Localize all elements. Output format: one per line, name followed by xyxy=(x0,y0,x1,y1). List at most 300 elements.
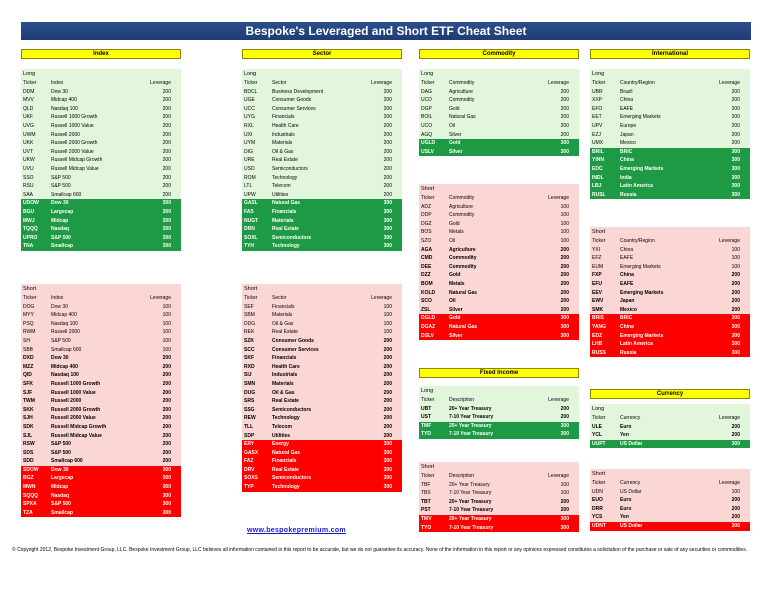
etf-leverage: 200 xyxy=(383,415,392,422)
etf-ticker: TYH xyxy=(244,243,254,250)
etf-row[interactable] xyxy=(21,457,181,466)
etf-row[interactable] xyxy=(590,174,750,183)
etf-leverage: 100 xyxy=(162,320,171,327)
etf-name: China xyxy=(620,246,634,253)
etf-row[interactable] xyxy=(242,105,402,114)
etf-row[interactable] xyxy=(242,389,402,398)
etf-row[interactable] xyxy=(21,363,181,372)
etf-row[interactable] xyxy=(242,217,402,226)
etf-ticker: YXI xyxy=(592,246,601,253)
etf-ticker: RSU xyxy=(23,183,34,190)
etf-row[interactable] xyxy=(590,105,750,114)
etf-row[interactable] xyxy=(590,113,750,122)
etf-ticker: PST xyxy=(421,507,431,514)
index-header: Index xyxy=(21,49,181,59)
etf-row[interactable] xyxy=(21,423,181,432)
etf-ticker: XXP xyxy=(592,97,603,104)
etf-row[interactable] xyxy=(419,105,579,114)
etf-ticker: EDC xyxy=(592,165,603,172)
etf-row[interactable] xyxy=(419,122,579,131)
etf-ticker: ADZ xyxy=(421,203,431,210)
etf-row[interactable] xyxy=(21,122,181,131)
etf-ticker: UWM xyxy=(23,131,36,138)
etf-row[interactable] xyxy=(21,492,181,501)
etf-name: Latin America xyxy=(620,341,653,348)
etf-row[interactable] xyxy=(590,263,750,272)
etf-row[interactable] xyxy=(21,182,181,191)
etf-row[interactable] xyxy=(21,432,181,441)
etf-row[interactable] xyxy=(242,474,402,483)
etf-row[interactable] xyxy=(419,131,579,140)
etf-row[interactable] xyxy=(590,505,750,514)
etf-row[interactable] xyxy=(242,363,402,372)
etf-leverage: 300 xyxy=(383,200,392,207)
etf-row[interactable] xyxy=(21,165,181,174)
etf-row[interactable] xyxy=(419,430,579,439)
etf-leverage: 300 xyxy=(731,165,740,172)
etf-ticker: UGE xyxy=(244,97,255,104)
etf-row[interactable] xyxy=(242,122,402,131)
etf-leverage: 200 xyxy=(383,165,392,172)
etf-leverage: 300 xyxy=(383,441,392,448)
etf-row[interactable] xyxy=(590,139,750,148)
etf-leverage: 300 xyxy=(383,484,392,491)
etf-leverage: 200 xyxy=(162,398,171,405)
etf-row[interactable] xyxy=(242,414,402,423)
leverage-column-header: Leverage xyxy=(150,295,171,301)
etf-leverage: 300 xyxy=(162,492,171,499)
etf-row[interactable] xyxy=(242,440,402,449)
etf-name: Oil xyxy=(449,298,456,305)
etf-row[interactable] xyxy=(419,220,579,229)
etf-leverage: 300 xyxy=(162,466,171,473)
etf-row[interactable] xyxy=(590,88,750,97)
etf-ticker: TQQQ xyxy=(23,226,38,233)
etf-row[interactable] xyxy=(419,314,579,323)
etf-row[interactable] xyxy=(21,406,181,415)
etf-row[interactable] xyxy=(21,208,181,217)
etf-row[interactable] xyxy=(590,122,750,131)
etf-ticker: DGLD xyxy=(421,315,436,322)
etf-row[interactable] xyxy=(590,440,750,449)
etf-row[interactable] xyxy=(590,254,750,263)
etf-row[interactable] xyxy=(590,423,750,432)
etf-row[interactable] xyxy=(419,332,579,341)
etf-row[interactable] xyxy=(21,311,181,320)
etf-row[interactable] xyxy=(419,323,579,332)
etf-name: Largecap xyxy=(51,475,74,482)
etf-leverage: 200 xyxy=(731,423,740,430)
leverage-column-header: Leverage xyxy=(371,80,392,86)
etf-row[interactable] xyxy=(242,457,402,466)
etf-ticker: DZZ xyxy=(421,272,431,279)
etf-ticker: SPXA xyxy=(23,501,37,508)
ticker-column-header: Ticker xyxy=(592,80,606,86)
etf-name: Consumer Goods xyxy=(272,97,312,104)
etf-row[interactable] xyxy=(419,515,579,524)
etf-row[interactable] xyxy=(242,303,402,312)
etf-leverage: 300 xyxy=(731,191,740,198)
etf-row[interactable] xyxy=(590,340,750,349)
etf-name: Emerging Markets xyxy=(620,289,664,296)
etf-ticker: UBR xyxy=(592,88,603,95)
etf-row[interactable] xyxy=(21,191,181,200)
etf-leverage: 200 xyxy=(383,157,392,164)
etf-name: Emerging Markets xyxy=(620,263,661,270)
etf-row[interactable] xyxy=(242,311,402,320)
etf-row[interactable] xyxy=(590,165,750,174)
etf-row[interactable] xyxy=(21,380,181,389)
etf-row[interactable] xyxy=(242,397,402,406)
etf-name: Health Care xyxy=(272,363,300,370)
etf-leverage: 200 xyxy=(162,191,171,198)
etf-row[interactable] xyxy=(590,513,750,522)
etf-leverage: 300 xyxy=(731,183,740,190)
etf-name: 20+ Year Treasury xyxy=(449,498,492,505)
etf-name: Gold xyxy=(449,315,461,322)
etf-row[interactable] xyxy=(242,483,402,492)
etf-ticker: ZSL xyxy=(421,306,431,313)
etf-row[interactable] xyxy=(242,96,402,105)
etf-row[interactable] xyxy=(242,156,402,165)
etf-name: Silver xyxy=(449,332,463,339)
etf-row[interactable] xyxy=(242,174,402,183)
column-headers xyxy=(21,79,181,88)
etf-row[interactable] xyxy=(590,349,750,358)
etf-row[interactable] xyxy=(590,314,750,323)
etf-leverage: 300 xyxy=(162,217,171,224)
etf-name: Financials xyxy=(272,303,295,310)
ticker-column-header: Ticker xyxy=(421,195,435,201)
etf-name: EAFE xyxy=(620,105,634,112)
etf-ticker: MVV xyxy=(23,97,34,104)
section-label: Short xyxy=(592,229,606,235)
etf-row[interactable] xyxy=(590,332,750,341)
etf-row[interactable] xyxy=(21,509,181,518)
etf-row[interactable] xyxy=(419,481,579,490)
ticker-column-header: Ticker xyxy=(23,80,37,86)
column-headers xyxy=(21,294,181,303)
etf-row[interactable] xyxy=(590,191,750,200)
etf-name: Euro xyxy=(620,423,632,430)
etf-ticker: UDNT xyxy=(592,522,606,529)
etf-row[interactable] xyxy=(419,489,579,498)
etf-row[interactable] xyxy=(419,96,579,105)
etf-row[interactable] xyxy=(21,242,181,251)
etf-row[interactable] xyxy=(419,211,579,220)
etf-leverage: 200 xyxy=(560,88,569,95)
etf-leverage: 200 xyxy=(731,306,740,313)
etf-row[interactable] xyxy=(242,199,402,208)
etf-row[interactable] xyxy=(590,488,750,497)
etf-leverage: 200 xyxy=(731,505,740,512)
etf-name: US Dollar xyxy=(620,440,643,447)
etf-ticker: RUSS xyxy=(592,349,606,356)
etf-name: Energy xyxy=(272,441,289,448)
etf-leverage: 300 xyxy=(383,217,392,224)
etf-leverage: 300 xyxy=(731,332,740,339)
etf-row[interactable] xyxy=(242,182,402,191)
etf-name: Nasdaq 100 xyxy=(51,320,78,327)
etf-ticker: TMV xyxy=(421,515,432,522)
etf-row[interactable] xyxy=(419,306,579,315)
etf-row[interactable] xyxy=(590,271,750,280)
etf-row[interactable] xyxy=(21,105,181,114)
etf-row[interactable] xyxy=(21,303,181,312)
name-column-header: Sector xyxy=(272,295,287,301)
etf-row[interactable] xyxy=(21,337,181,346)
etf-name: Health Care xyxy=(272,122,299,129)
etf-ticker: DGAZ xyxy=(421,323,436,330)
etf-name: Natural Gas xyxy=(272,200,301,207)
etf-leverage: 200 xyxy=(162,406,171,413)
etf-name: Dow 30 xyxy=(51,466,69,473)
etf-row[interactable] xyxy=(419,405,579,414)
etf-name: 20+ Year Treasury xyxy=(449,405,492,412)
etf-name: US Dollar xyxy=(620,522,643,529)
etf-row[interactable] xyxy=(21,440,181,449)
etf-row[interactable] xyxy=(419,498,579,507)
etf-ticker: BOIL xyxy=(421,114,433,121)
etf-row[interactable] xyxy=(242,165,402,174)
name-column-header: Currency xyxy=(620,480,641,486)
etf-name: Oil & Gas xyxy=(272,389,295,396)
etf-ticker: SKK xyxy=(23,406,34,413)
etf-row[interactable] xyxy=(419,422,579,431)
etf-row[interactable] xyxy=(21,466,181,475)
etf-row[interactable] xyxy=(21,328,181,337)
etf-row[interactable] xyxy=(242,320,402,329)
etf-leverage: 300 xyxy=(731,148,740,155)
ticker-column-header: Ticker xyxy=(592,480,606,486)
etf-row[interactable] xyxy=(419,237,579,246)
etf-name: Midcap xyxy=(51,217,69,224)
etf-leverage: 200 xyxy=(383,432,392,439)
etf-ticker: UYM xyxy=(244,140,256,147)
etf-leverage: 300 xyxy=(731,522,740,529)
etf-leverage: 200 xyxy=(731,289,740,296)
etf-ticker: SDS xyxy=(23,449,34,456)
etf-leverage: 200 xyxy=(560,122,569,129)
etf-row[interactable] xyxy=(590,522,750,531)
etf-row[interactable] xyxy=(590,246,750,255)
etf-row[interactable] xyxy=(21,225,181,234)
etf-row[interactable] xyxy=(590,148,750,157)
etf-row[interactable] xyxy=(21,199,181,208)
etf-row[interactable] xyxy=(590,323,750,332)
etf-row[interactable] xyxy=(242,131,402,140)
etf-row[interactable] xyxy=(419,413,579,422)
etf-row[interactable] xyxy=(242,449,402,458)
etf-name: Russia xyxy=(620,191,637,198)
etf-row[interactable] xyxy=(21,156,181,165)
etf-row[interactable] xyxy=(419,289,579,298)
etf-row[interactable] xyxy=(21,320,181,329)
etf-ticker: UMX xyxy=(592,140,604,147)
etf-row[interactable] xyxy=(21,389,181,398)
etf-row[interactable] xyxy=(242,234,402,243)
column-headers xyxy=(242,79,402,88)
etf-row[interactable] xyxy=(21,371,181,380)
etf-row[interactable] xyxy=(419,203,579,212)
etf-row[interactable] xyxy=(21,414,181,423)
etf-row[interactable] xyxy=(419,88,579,97)
etf-row[interactable] xyxy=(242,242,402,251)
etf-row[interactable] xyxy=(419,113,579,122)
etf-ticker: YCL xyxy=(592,432,602,439)
etf-name: S&P 500 xyxy=(51,174,71,181)
etf-leverage: 200 xyxy=(560,507,569,514)
etf-row[interactable] xyxy=(590,306,750,315)
etf-row[interactable] xyxy=(590,289,750,298)
name-column-header: Commodity xyxy=(449,195,475,201)
etf-ticker: LBJ xyxy=(592,183,602,190)
etf-ticker: TZA xyxy=(23,509,33,516)
etf-name: Gold xyxy=(449,105,460,112)
etf-name: Technology xyxy=(272,243,300,250)
etf-row[interactable] xyxy=(21,483,181,492)
etf-leverage: 300 xyxy=(383,458,392,465)
etf-leverage: 200 xyxy=(162,423,171,430)
etf-row[interactable] xyxy=(242,466,402,475)
etf-row[interactable] xyxy=(242,113,402,122)
etf-row[interactable] xyxy=(21,148,181,157)
etf-row[interactable] xyxy=(419,524,579,533)
etf-row[interactable] xyxy=(242,88,402,97)
etf-row[interactable] xyxy=(21,354,181,363)
etf-row[interactable] xyxy=(21,174,181,183)
etf-row[interactable] xyxy=(21,88,181,97)
etf-leverage: 200 xyxy=(560,272,569,279)
etf-row[interactable] xyxy=(419,254,579,263)
etf-row[interactable] xyxy=(242,432,402,441)
etf-row[interactable] xyxy=(242,380,402,389)
etf-row[interactable] xyxy=(21,139,181,148)
etf-leverage: 100 xyxy=(383,329,392,336)
etf-ticker: DRN xyxy=(244,226,255,233)
ticker-column-header: Ticker xyxy=(421,473,435,479)
etf-row[interactable] xyxy=(242,371,402,380)
etf-row[interactable] xyxy=(590,156,750,165)
etf-ticker: BOM xyxy=(421,280,433,287)
etf-row[interactable] xyxy=(21,474,181,483)
ticker-column-header: Ticker xyxy=(421,80,435,86)
commodity-header: Commodity xyxy=(419,49,579,59)
etf-row[interactable] xyxy=(242,406,402,415)
etf-leverage: 200 xyxy=(162,174,171,181)
etf-row[interactable] xyxy=(21,234,181,243)
bespoke-website-link[interactable]: www.bespokepremium.com xyxy=(247,527,346,534)
etf-row[interactable] xyxy=(590,431,750,440)
etf-leverage: 200 xyxy=(383,355,392,362)
etf-row[interactable] xyxy=(21,449,181,458)
name-column-header: Sector xyxy=(272,80,287,86)
etf-row[interactable] xyxy=(242,191,402,200)
etf-ticker: UPV xyxy=(592,122,603,129)
etf-name: S&P 500 xyxy=(51,441,71,448)
etf-row[interactable] xyxy=(242,346,402,355)
etf-ticker: SSO xyxy=(23,174,34,181)
etf-row[interactable] xyxy=(590,96,750,105)
etf-name: Real Estate xyxy=(272,398,299,405)
etf-row[interactable] xyxy=(242,208,402,217)
etf-name: Metals xyxy=(449,229,464,236)
etf-ticker: GASX xyxy=(244,449,259,456)
etf-leverage: 300 xyxy=(731,174,740,181)
etf-row[interactable] xyxy=(419,148,579,157)
etf-row[interactable] xyxy=(419,280,579,289)
etf-leverage: 100 xyxy=(162,329,171,336)
international-header: International xyxy=(590,49,750,59)
etf-row[interactable] xyxy=(21,96,181,105)
etf-row[interactable] xyxy=(590,280,750,289)
etf-row[interactable] xyxy=(419,297,579,306)
etf-name: Smallcap 600 xyxy=(51,191,82,198)
etf-ticker: RUSL xyxy=(592,191,606,198)
etf-row[interactable] xyxy=(242,423,402,432)
etf-row[interactable] xyxy=(419,263,579,272)
etf-row[interactable] xyxy=(242,328,402,337)
etf-ticker: EUO xyxy=(592,497,603,504)
etf-row[interactable] xyxy=(419,246,579,255)
etf-row[interactable] xyxy=(590,131,750,140)
etf-row[interactable] xyxy=(21,113,181,122)
etf-row[interactable] xyxy=(242,337,402,346)
etf-row[interactable] xyxy=(21,397,181,406)
etf-ticker: UCO xyxy=(421,122,433,129)
etf-name: India xyxy=(620,174,632,181)
etf-name: EAFE xyxy=(620,255,634,262)
etf-name: Semiconductors xyxy=(272,406,312,413)
etf-row[interactable] xyxy=(21,500,181,509)
etf-row[interactable] xyxy=(590,496,750,505)
etf-row[interactable] xyxy=(590,297,750,306)
sector-short-section xyxy=(242,284,402,492)
etf-ticker: SOXS xyxy=(244,475,258,482)
etf-row[interactable] xyxy=(419,228,579,237)
sector-long-section xyxy=(242,69,402,251)
etf-name: Financials xyxy=(272,355,297,362)
etf-leverage: 200 xyxy=(162,458,171,465)
leverage-column-header: Leverage xyxy=(548,473,569,479)
etf-row[interactable] xyxy=(242,225,402,234)
etf-leverage: 300 xyxy=(162,501,171,508)
leverage-column-header: Leverage xyxy=(719,238,740,244)
etf-leverage: 200 xyxy=(383,148,392,155)
etf-row[interactable] xyxy=(21,346,181,355)
etf-leverage: 200 xyxy=(383,88,392,95)
etf-ticker: CMD xyxy=(421,255,433,262)
etf-name: Technology xyxy=(272,174,298,181)
etf-row[interactable] xyxy=(242,139,402,148)
etf-row[interactable] xyxy=(419,139,579,148)
etf-name: Russell Midcap Growth xyxy=(51,157,103,164)
etf-leverage: 100 xyxy=(162,346,171,353)
etf-name: Gold xyxy=(449,140,461,147)
etf-leverage: 200 xyxy=(162,97,171,104)
etf-row[interactable] xyxy=(21,131,181,140)
etf-row[interactable] xyxy=(242,148,402,157)
etf-ticker: EEV xyxy=(592,289,603,296)
etf-row[interactable] xyxy=(242,354,402,363)
etf-row[interactable] xyxy=(419,506,579,515)
etf-row[interactable] xyxy=(590,182,750,191)
etf-row[interactable] xyxy=(21,217,181,226)
etf-row[interactable] xyxy=(419,271,579,280)
etf-ticker: UVU xyxy=(23,165,34,172)
etf-name: Russell 2000 Value xyxy=(51,415,96,422)
etf-leverage: 300 xyxy=(383,243,392,250)
